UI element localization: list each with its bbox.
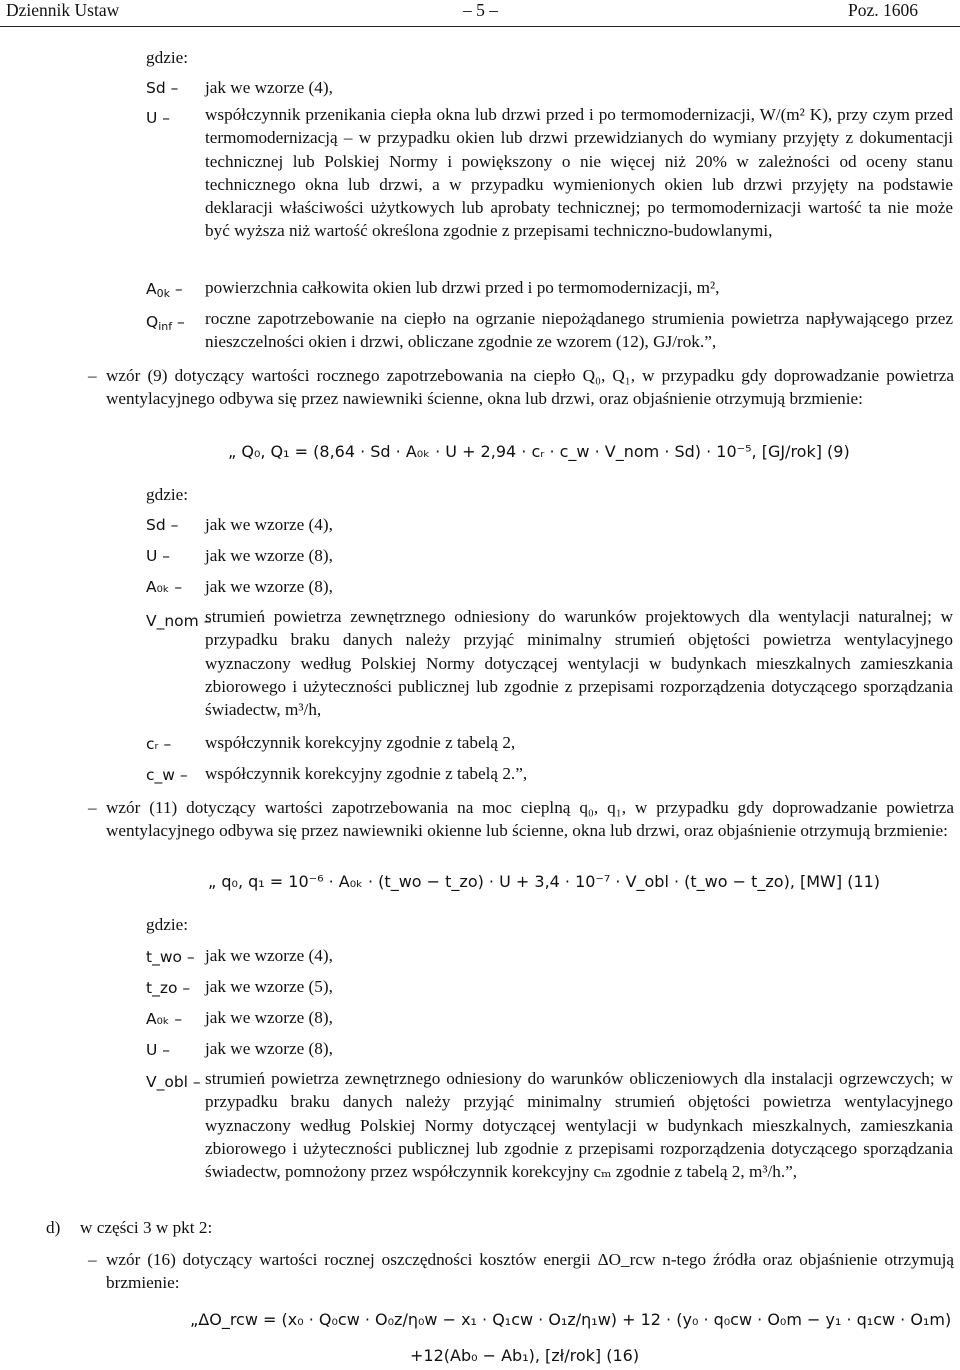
symbol-tzo: t_zo – — [146, 979, 191, 997]
symbol-two: t_wo – — [146, 948, 195, 966]
definition-sd-9: jak we wzorze (4), — [205, 515, 333, 534]
formula-11: „ q₀, q₁ = 10⁻⁶ · A₀ₖ · (t_wo − t_zo) · U + 3,4 · 10⁻⁷ · V_obl · (t_wo − t_zo), [MW] (11) — [208, 872, 881, 891]
page-header — [0, 0, 960, 27]
symbol-aok-9: A₀ₖ – — [146, 578, 183, 596]
definition-u-9: jak we wzorze (8), — [205, 546, 333, 565]
definition-vobl: strumień powietrza zewnętrznego odniesiony do warunków obliczeniowych dla instalacji ogrzewczych; w przypadku braku danych należy przyjąć minimalny strumień objętości powietrza wentylacyjnego wyznaczony według Polskiej Normy dotyczącej wentylacji w budynkach mieszkalnych, zamieszkania zbiorowego i użyteczności publicznej lub zgodnie z przepisami rozporządzenia dotyczącego sporządzania świadectw, pomnożony przez współczynnik korekcyjny cₘ zgodnie z tabelą 2, m³/h.”, — [205, 1069, 953, 1182]
definition-aok-11: jak we wzorze (8), — [205, 1008, 333, 1027]
symbol-u-11: U – — [146, 1041, 171, 1059]
definition-cw: współczynnik korekcyjny zgodnie z tabelą 2.”, — [205, 764, 528, 783]
definition-vnom: strumień powietrza zewnętrznego odniesiony do warunków projektowych dla wentylacji naturalnej; w przypadku braku danych należy przyjąć minimalny strumień objętości powietrza wentylacyjnego wyznaczony według Polskiej Normy dotyczącej wentylacji w budynkach mieszkalnych zamieszkania zbiorowego i użyteczności publicznej lub zgodnie z przepisami rozporządzenia dotyczącego sporządzania świadectw, m³/h, — [205, 607, 953, 720]
list-dash: – — [88, 798, 97, 817]
definition-two: jak we wzorze (4), — [205, 946, 333, 965]
symbol-u: U – — [146, 109, 171, 127]
definition-u-11: jak we wzorze (8), — [205, 1039, 333, 1058]
list-dash: – — [88, 1250, 97, 1269]
formula-16-line-1: „ΔO_rcw = (x₀ · Q₀cw · O₀z/η₀w − x₁ · Q₁cw · O₁z/η₁w) + 12 · (y₀ · q₀cw · O₀m − y₁ · q₁cw · O₁m) — [190, 1310, 952, 1329]
definition-aok: powierzchnia całkowita okien lub drzwi przed i po termomodernizacji, m², — [205, 278, 720, 297]
definition-u: współczynnik przenikania ciepła okna lub drzwi przed i po termomodernizacji, W/(m² K), przy czym przed termomodernizacją – w przypadku okien lub drzwi przewidzianych do wymiany przyjęty z dokumentacji technicznej lub Polskiej Normy i powiększony o nie więcej niż 20% w zależności od oceny stanu technicznego okna lub drzwi, a w przypadku wymienionych okien lub drzwi przyjęty na podstawie deklaracji właściwości użytkowych lub aprobaty technicznej; po termomodernizacji wartość ta nie może być wyższa niż wartość określona zgodnie z przepisami techniczno-budowlanymi, — [205, 105, 953, 241]
symbol-u-9: U – — [146, 547, 171, 565]
definition-sd: jak we wzorze (4), — [205, 78, 333, 97]
symbol-aok: $A_{0k}$ – — [146, 280, 183, 300]
symbol-cw: c_w – — [146, 766, 188, 784]
symbol-vobl: V_obl – — [146, 1073, 201, 1091]
formula-16-line-2: +12(Ab₀ − Ab₁), [zł/rok] (16) — [410, 1346, 640, 1365]
paragraph-formula-16: wzór (16) dotyczący wartości rocznej oszczędności kosztów energii ΔO_rcw n-tego źródła oraz objaśnienie otrzymują brzmienie: — [106, 1250, 954, 1293]
journal-title: Dziennik Ustaw — [6, 0, 120, 20]
symbol-vnom: V_nom – — [146, 612, 212, 630]
item-d-text: w części 3 w pkt 2: — [80, 1218, 213, 1237]
definition-qinf: roczne zapotrzebowanie na ciepło na ogrzanie niepożądanego strumienia powietrza napływającego przez nieszczelności okien i drzwi, obliczane zgodnie ze wzorem (12), GJ/rok.”, — [205, 309, 953, 352]
symbol-qinf: $Q_{inf}$ – — [146, 313, 185, 333]
where-label-11: gdzie: — [146, 915, 188, 934]
definition-tzo: jak we wzorze (5), — [205, 977, 333, 996]
list-dash: – — [88, 366, 97, 385]
symbol-sd-9: Sd – — [146, 516, 179, 534]
definition-aok-9: jak we wzorze (8), — [205, 577, 333, 596]
page-number: – 5 – — [463, 0, 498, 20]
symbol-sd: Sd – — [146, 79, 179, 97]
position-number: Poz. 1606 — [848, 0, 918, 20]
paragraph-formula-9: wzór (9) dotyczący wartości rocznego zapotrzebowania na ciepło Q₀, Q₁, w przypadku gdy doprowadzanie powietrza wentylacyjnego odbywa się przez nawiewniki ścienne, okna lub drzwi, oraz objaśnienie otrzymują brzmienie: — [106, 366, 954, 409]
symbol-aok-11: A₀ₖ – — [146, 1010, 183, 1028]
where-label: gdzie: — [146, 48, 188, 67]
symbol-cr: cᵣ – — [146, 735, 172, 753]
formula-9: „ Q₀, Q₁ = (8,64 · Sd · A₀ₖ · U + 2,94 · cᵣ · c_w · V_nom · Sd) · 10⁻⁵, [GJ/rok] (9) — [228, 442, 850, 461]
where-label-9: gdzie: — [146, 485, 188, 504]
item-d-label: d) — [46, 1218, 61, 1237]
definition-cr: współczynnik korekcyjny zgodnie z tabelą 2, — [205, 733, 516, 752]
paragraph-formula-11: wzór (11) dotyczący wartości zapotrzebowania na moc cieplną q₀, q₁, w przypadku gdy doprowadzanie powietrza wentylacyjnego odbywa się przez nawiewniki okienne lub ścienne, okna lub drzwi, oraz objaśnienie otrzymują brzmienie: — [106, 798, 954, 841]
